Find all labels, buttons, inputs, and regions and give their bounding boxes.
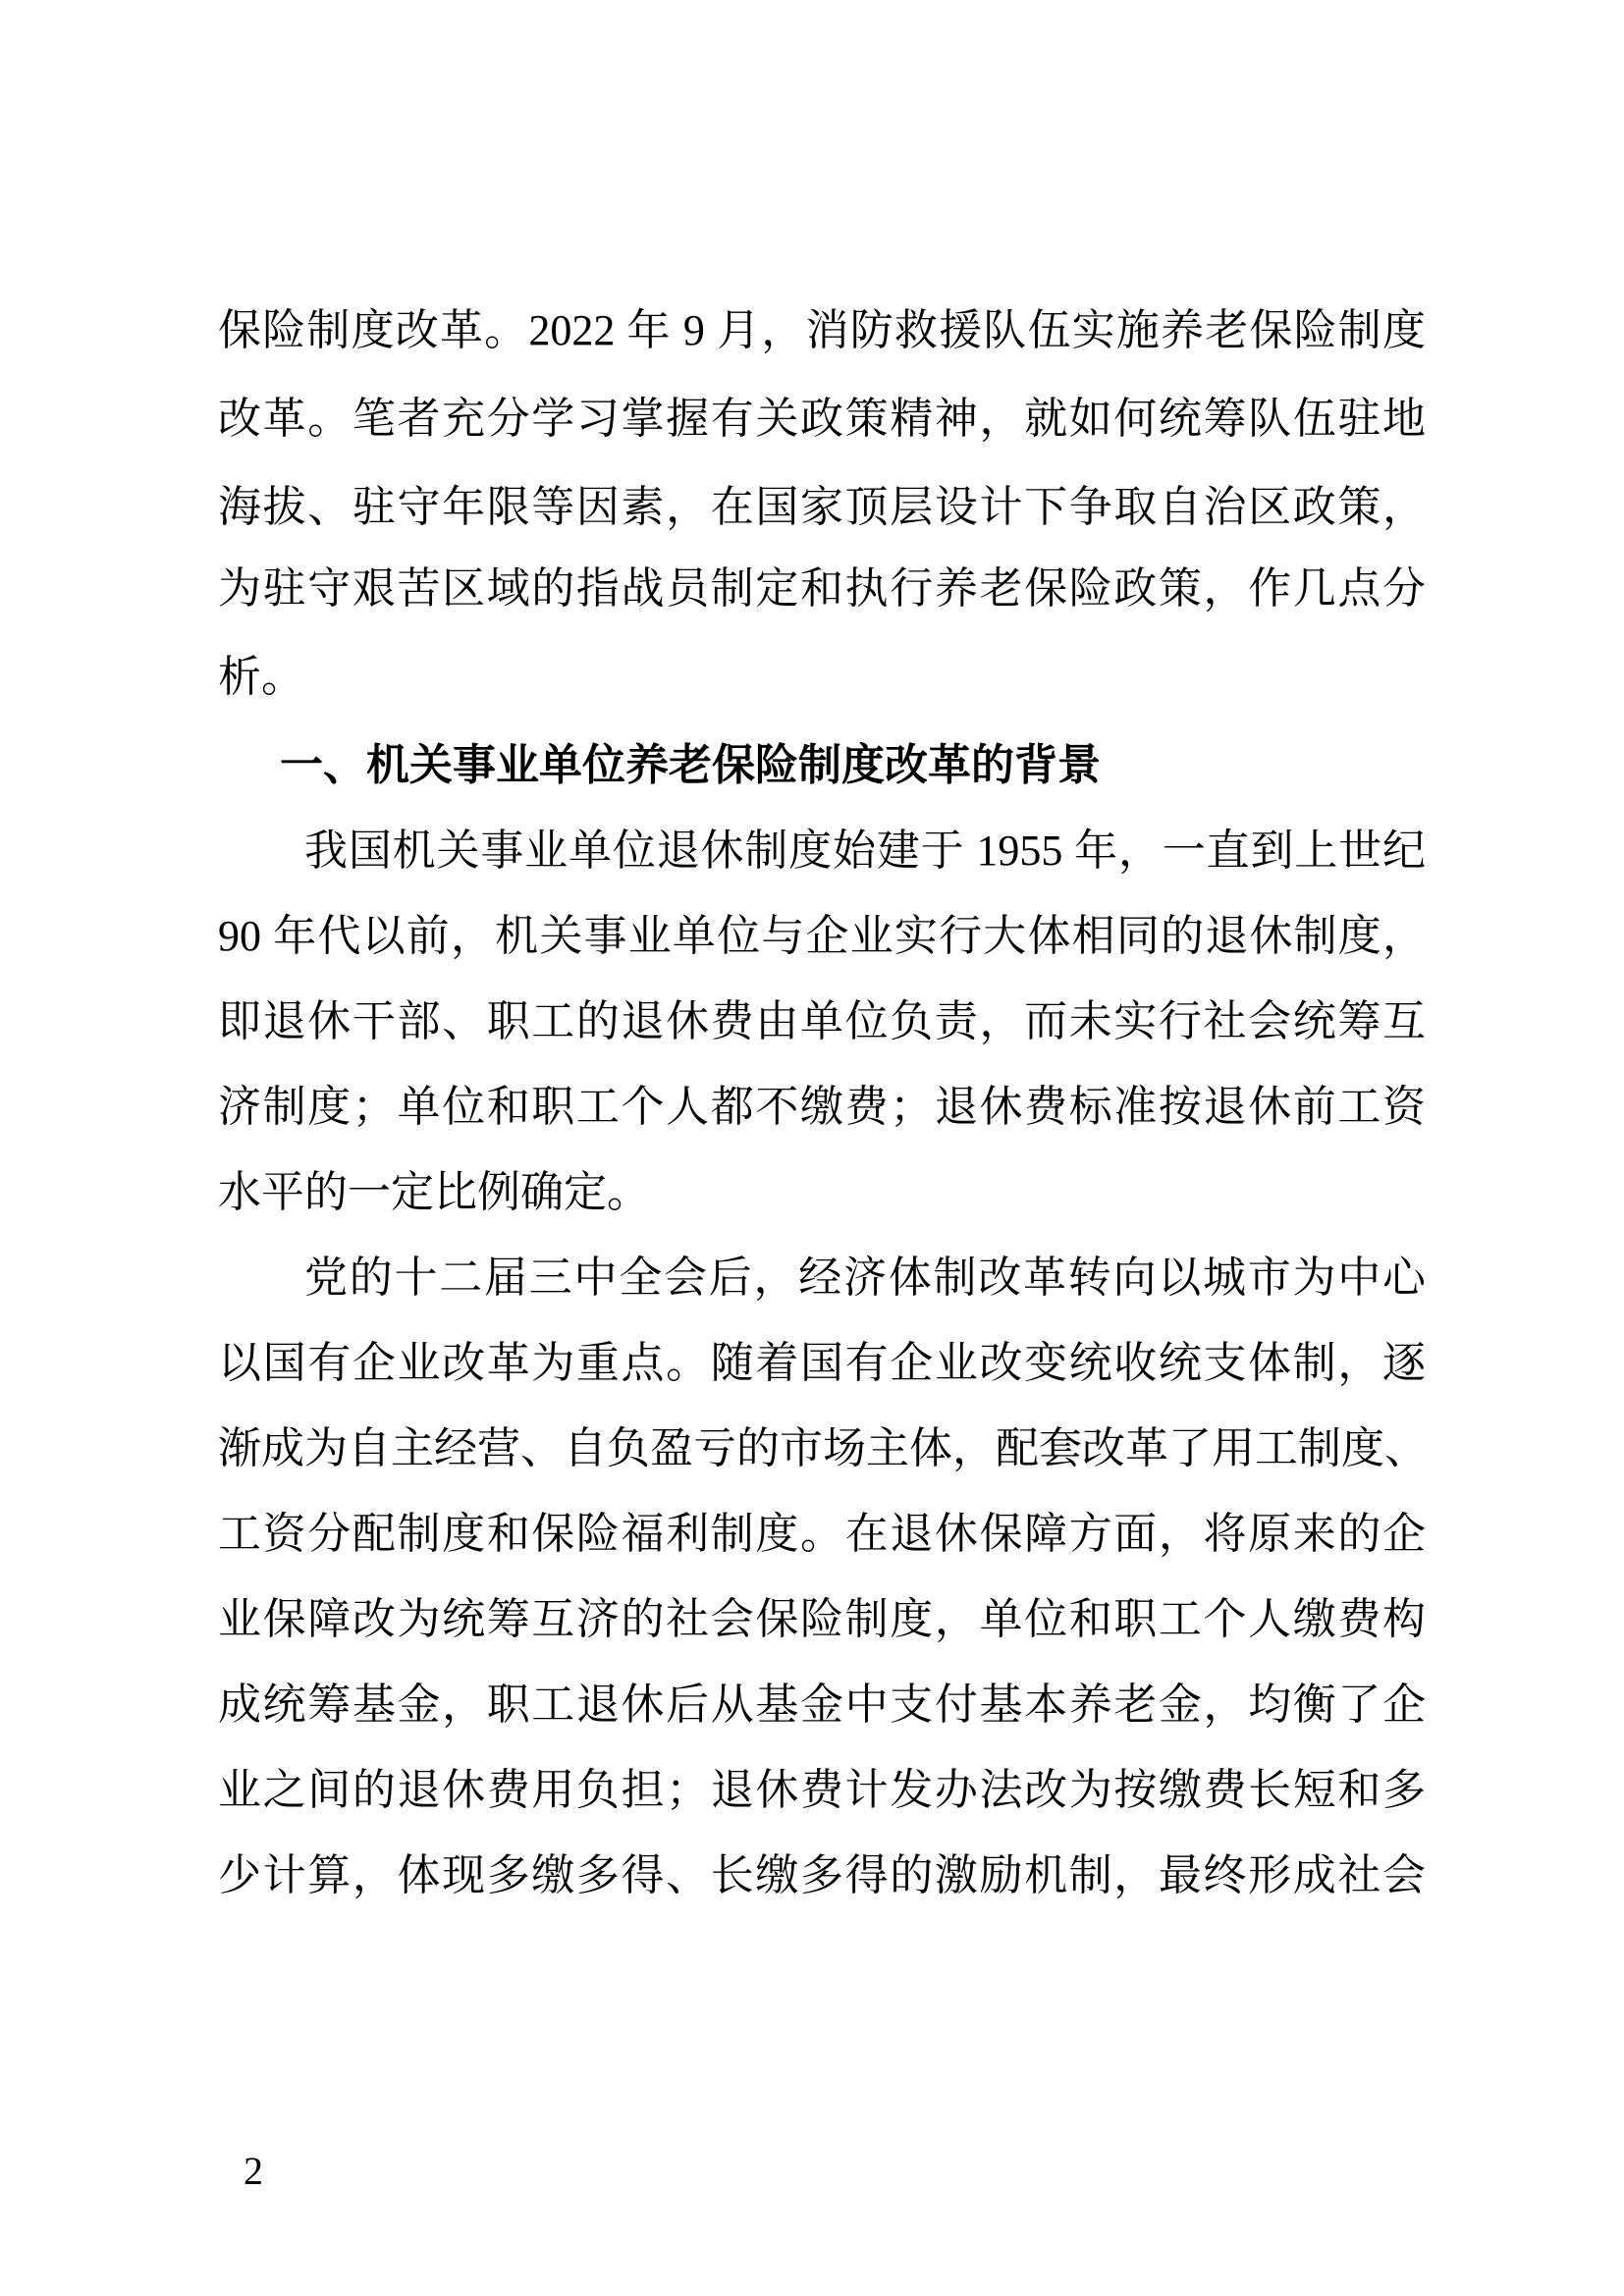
body-text-line: 水平的一定比例确定。 [218, 1168, 650, 1216]
body-text-line: 渐成为自主经营、自负盈亏的市场主体，配套改革了用工制度、 [218, 1424, 1428, 1472]
body-text-line: 工资分配制度和保险福利制度。在退休保障方面，将原来的企 [218, 1510, 1426, 1558]
body-text-line: 业之间的退休费用负担；退休费计发办法改为按缴费长短和多 [218, 1766, 1426, 1814]
body-text-line: 以国有企业改革为重点。随着国有企业改变统收统支体制，逐 [218, 1339, 1426, 1387]
body-text-line: 改革。笔者充分学习掌握有关政策精神，就如何统筹队伍驻地 [218, 395, 1426, 443]
body-text-line: 为驻守艰苦区域的指战员制定和执行养老保险政策，作几点分 [218, 564, 1426, 613]
body-text-line: 海拔、驻守年限等因素，在国家顶层设计下争取自治区政策， [218, 483, 1426, 531]
page-number: 2 [244, 2149, 263, 2193]
body-text-line: 保险制度改革。2022 年 9 月，消防救援队伍实施养老保险制度 [218, 306, 1426, 354]
section-heading: 一、机关事业单位养老保险制度改革的背景 [280, 740, 1101, 790]
body-text-line: 即退休干部、职工的退休费由单位负责，而未实行社会统筹互 [218, 997, 1426, 1045]
body-text-line: 我国机关事业单位退休制度始建于 1955 年，一直到上世纪 [304, 827, 1426, 875]
body-text-line: 业保障改为统筹互济的社会保险制度，单位和职工个人缴费构 [218, 1595, 1426, 1643]
body-text-line: 少计算，体现多缴多得、长缴多得的激励机制，最终形成社会 [218, 1851, 1426, 1899]
body-text-line: 济制度；单位和职工个人都不缴费；退休费标准按退休前工资 [218, 1083, 1426, 1131]
body-text-line: 党的十二届三中全会后，经济体制改革转向以城市为中心 [304, 1254, 1426, 1302]
body-text-line: 成统筹基金，职工退休后从基金中支付基本养老金，均衡了企 [218, 1681, 1426, 1729]
body-text-line: 析。 [218, 653, 304, 701]
body-text-line: 90 年代以前，机关事业单位与企业实行大体相同的退休制度， [218, 912, 1426, 960]
